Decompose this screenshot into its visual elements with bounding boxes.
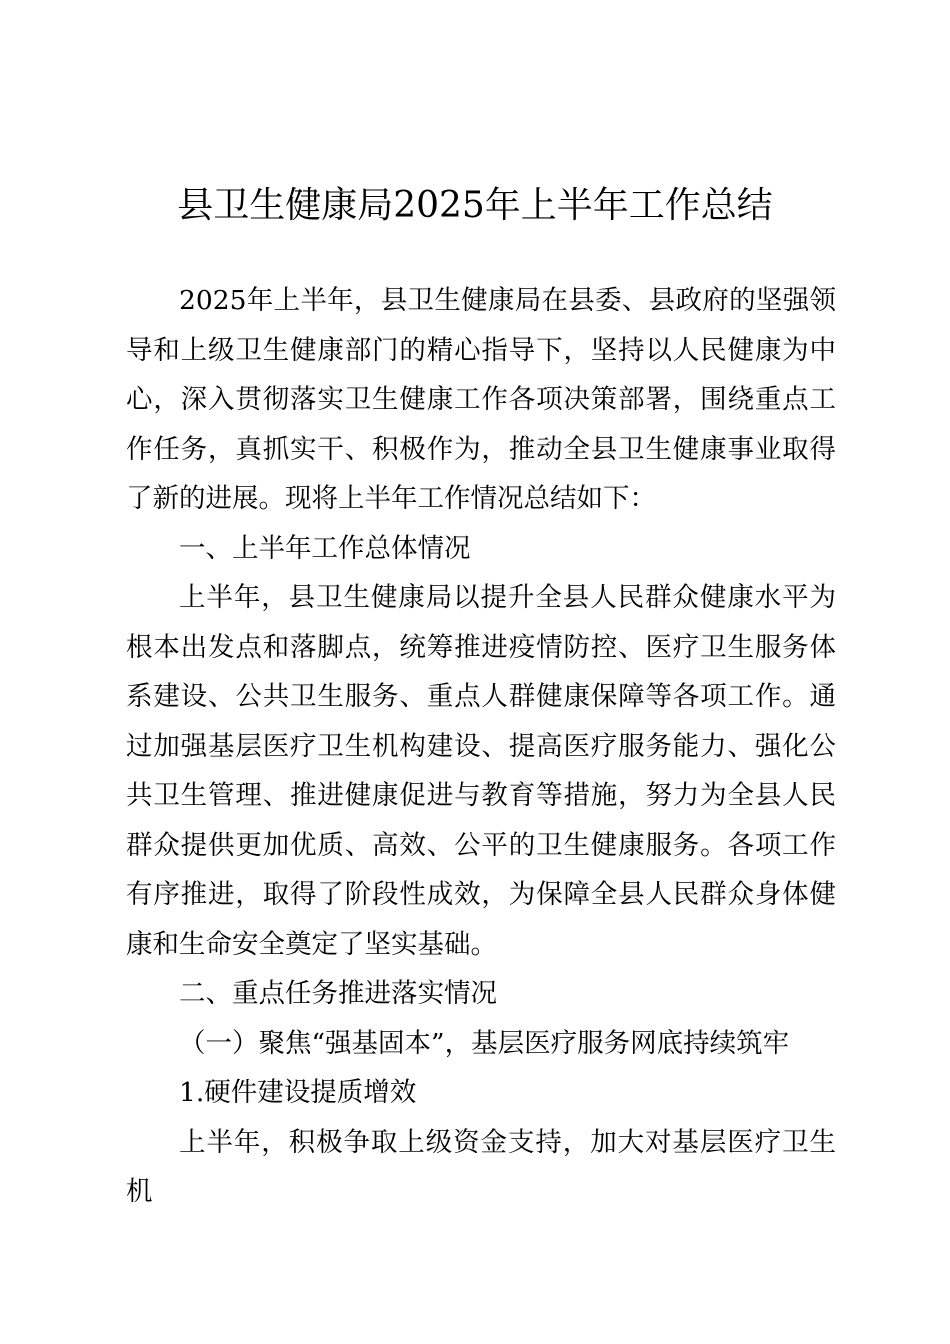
document-title: 县卫生健康局2025年上半年工作总结 (177, 185, 773, 226)
subsection-heading-grassroots: （一）聚焦“强基固本”，基层医疗服务网底持续筑牢 (179, 1027, 790, 1059)
hardware-paragraph: 上半年，积极争取上级资金支持，加大对基层医疗卫生机 (126, 1126, 836, 1207)
document-body (126, 276, 836, 1217)
item-heading-hardware: 1.硬件建设提质增效 (179, 1077, 417, 1108)
overview-paragraph: 上半年，县卫生健康局以提升全县人民群众健康水平为根本出发点和落脚点，统筹推进疫情防控、医疗卫生服务体系建设、公共卫生服务、重点人群健康保障等各项工作。通过加强基层医疗卫生机构建设、提高医疗服务能力、强化公共卫生管理、推进健康促进与教育等措施，努力为全县人民群众提供更加优质、高效、公平的卫生健康服务。各项工作有序推进，取得了阶段性成效，为保障全县人民群众身体健康和生命安全奠定了坚实基础。 (126, 582, 836, 960)
section-heading-key-tasks: 二、重点任务推进落实情况 (179, 978, 497, 1009)
intro-paragraph: 2025年上半年，县卫生健康局在县委、县政府的坚强领导和上级卫生健康部门的精心指导下，坚持以人民健康为中心，深入贯彻落实卫生健康工作各项决策部署，围绕重点工作任务，真抓实干、积极作为，推动全县卫生健康事业取得了新的进展。现将上半年工作情况总结如下： (126, 285, 836, 514)
section-heading-overview: 一、上半年工作总体情况 (179, 532, 471, 564)
